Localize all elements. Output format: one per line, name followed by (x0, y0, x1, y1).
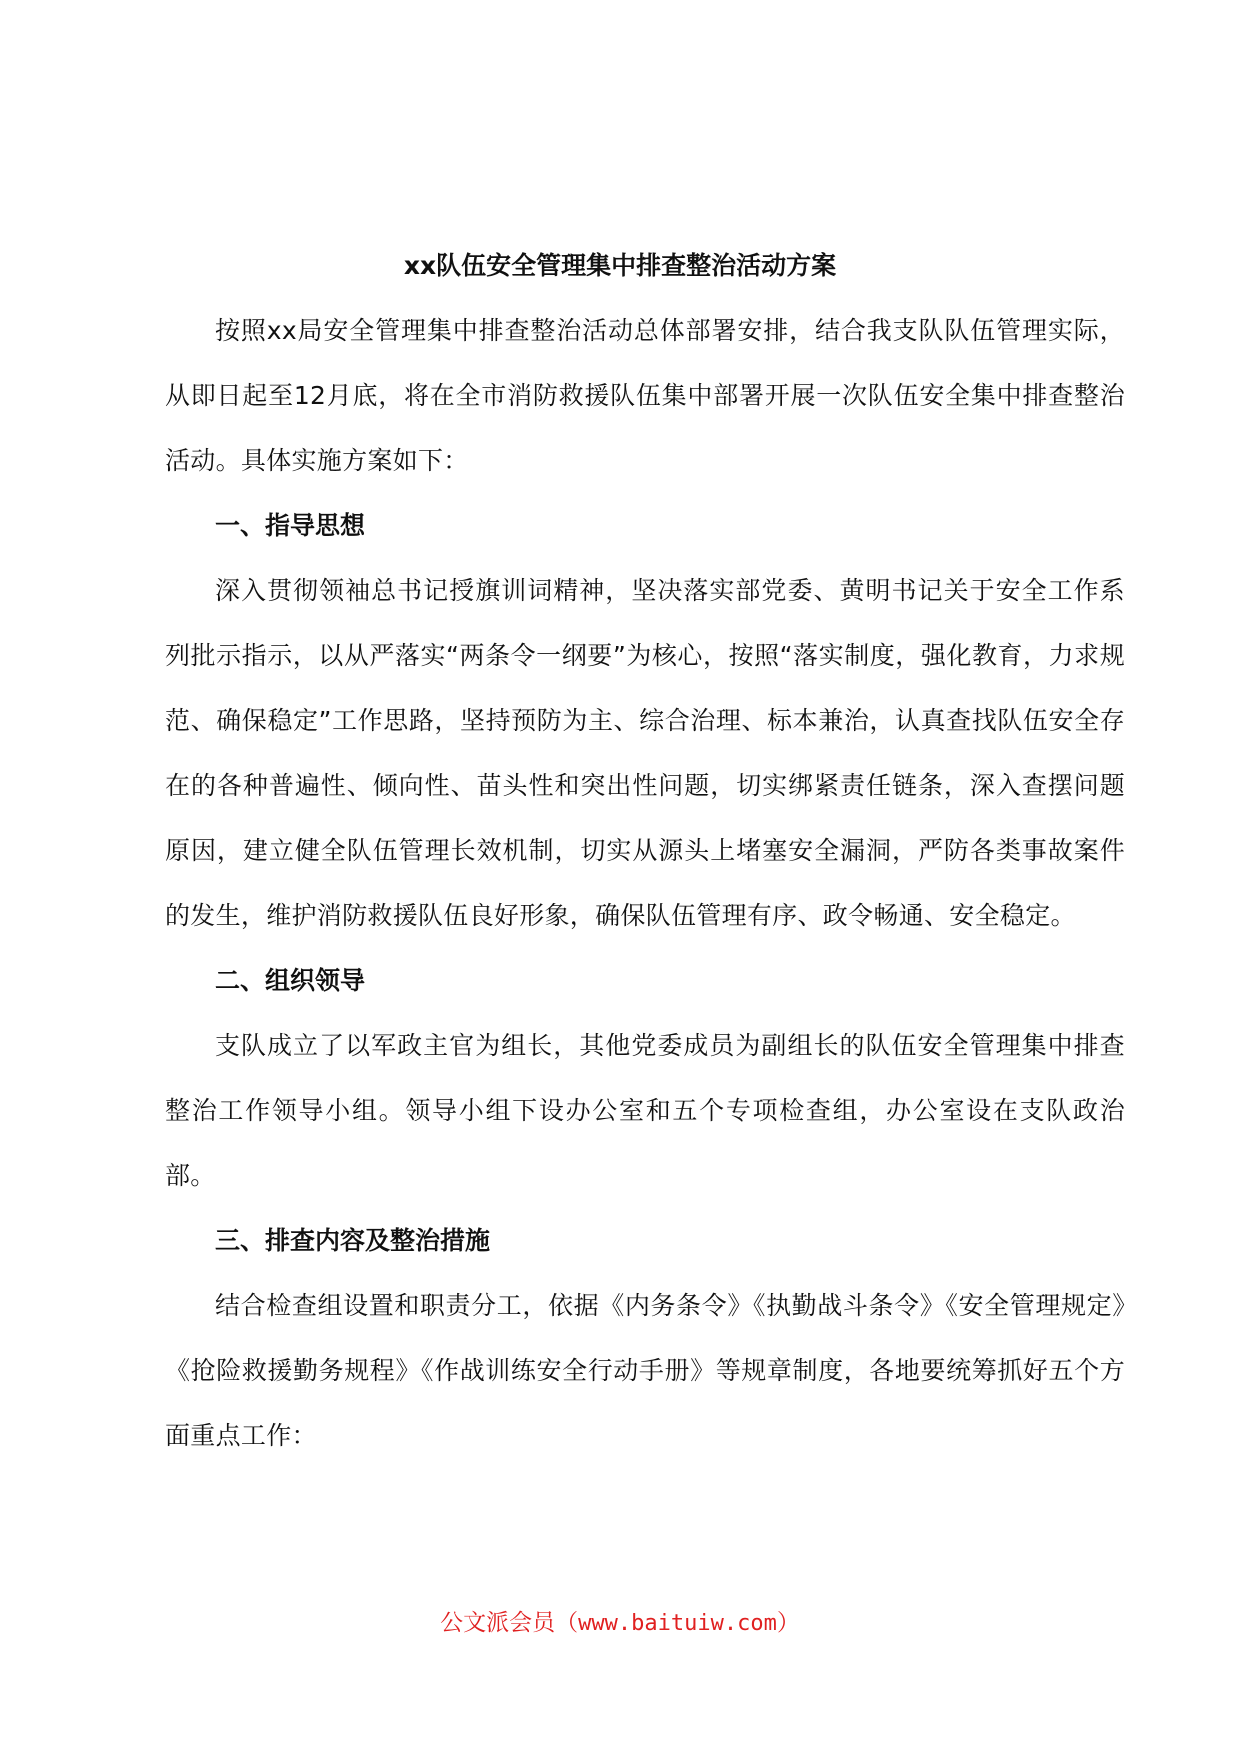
section-body-organization: 支队成立了以军政主官为组长，其他党委成员为副组长的队伍安全管理集中排查整治工作领导小组。领导小组下设办公室和五个专项检查组，办公室设在支队政治部。 (165, 1031, 1125, 1190)
footer-watermark (0, 1606, 1240, 1641)
document-title: xx队伍安全管理集中排查整治活动方案 (403, 251, 837, 280)
section-heading-organization: 二、组织领导 (215, 966, 366, 995)
footer-close-paren: ） (776, 1610, 800, 1636)
section-heading-guiding-ideology: 一、指导思想 (215, 511, 366, 540)
footer-brand: 公文派会员 (440, 1610, 556, 1636)
section-body-guiding-ideology: 深入贯彻领袖总书记授旗训词精神，坚决落实部党委、黄明书记关于安全工作系列批示指示，以从严落实“两条令一纲要”为核心，按照“落实制度，强化教育，力求规范、确保稳定”工作思路，坚持预防为主、综合治理、标本兼治，认真查找队伍安全存在的各种普遍性、倾向性、苗头性和突出性问题，切实绑紧责任链条，深入查摆问题原因，建立健全队伍管理长效机制，切实从源头上堵塞安全漏洞，严防各类事故案件的发生，维护消防救援队伍良好形象，确保队伍管理有序、政令畅通、安全稳定。 (165, 576, 1125, 930)
section-body-inspection-content: 结合检查组设置和职责分工，依据《内务条令》《执勤战斗条令》《安全管理规定》《抢险救援勤务规程》《作战训练安全行动手册》等规章制度，各地要统筹抓好五个方面重点工作： (165, 1291, 1125, 1450)
section-heading-inspection-content: 三、排查内容及整治措施 (215, 1226, 491, 1255)
footer-open-paren: （ (555, 1610, 579, 1636)
footer-url-link[interactable]: www.baituiw.com (578, 1611, 777, 1636)
intro-paragraph: 按照xx局安全管理集中排查整治活动总体部署安排，结合我支队队伍管理实际，从即日起至12月底，将在全市消防救援队伍集中部署开展一次队伍安全集中排查整治活动。具体实施方案如下： (165, 316, 1125, 475)
document-body (165, 298, 1125, 1468)
